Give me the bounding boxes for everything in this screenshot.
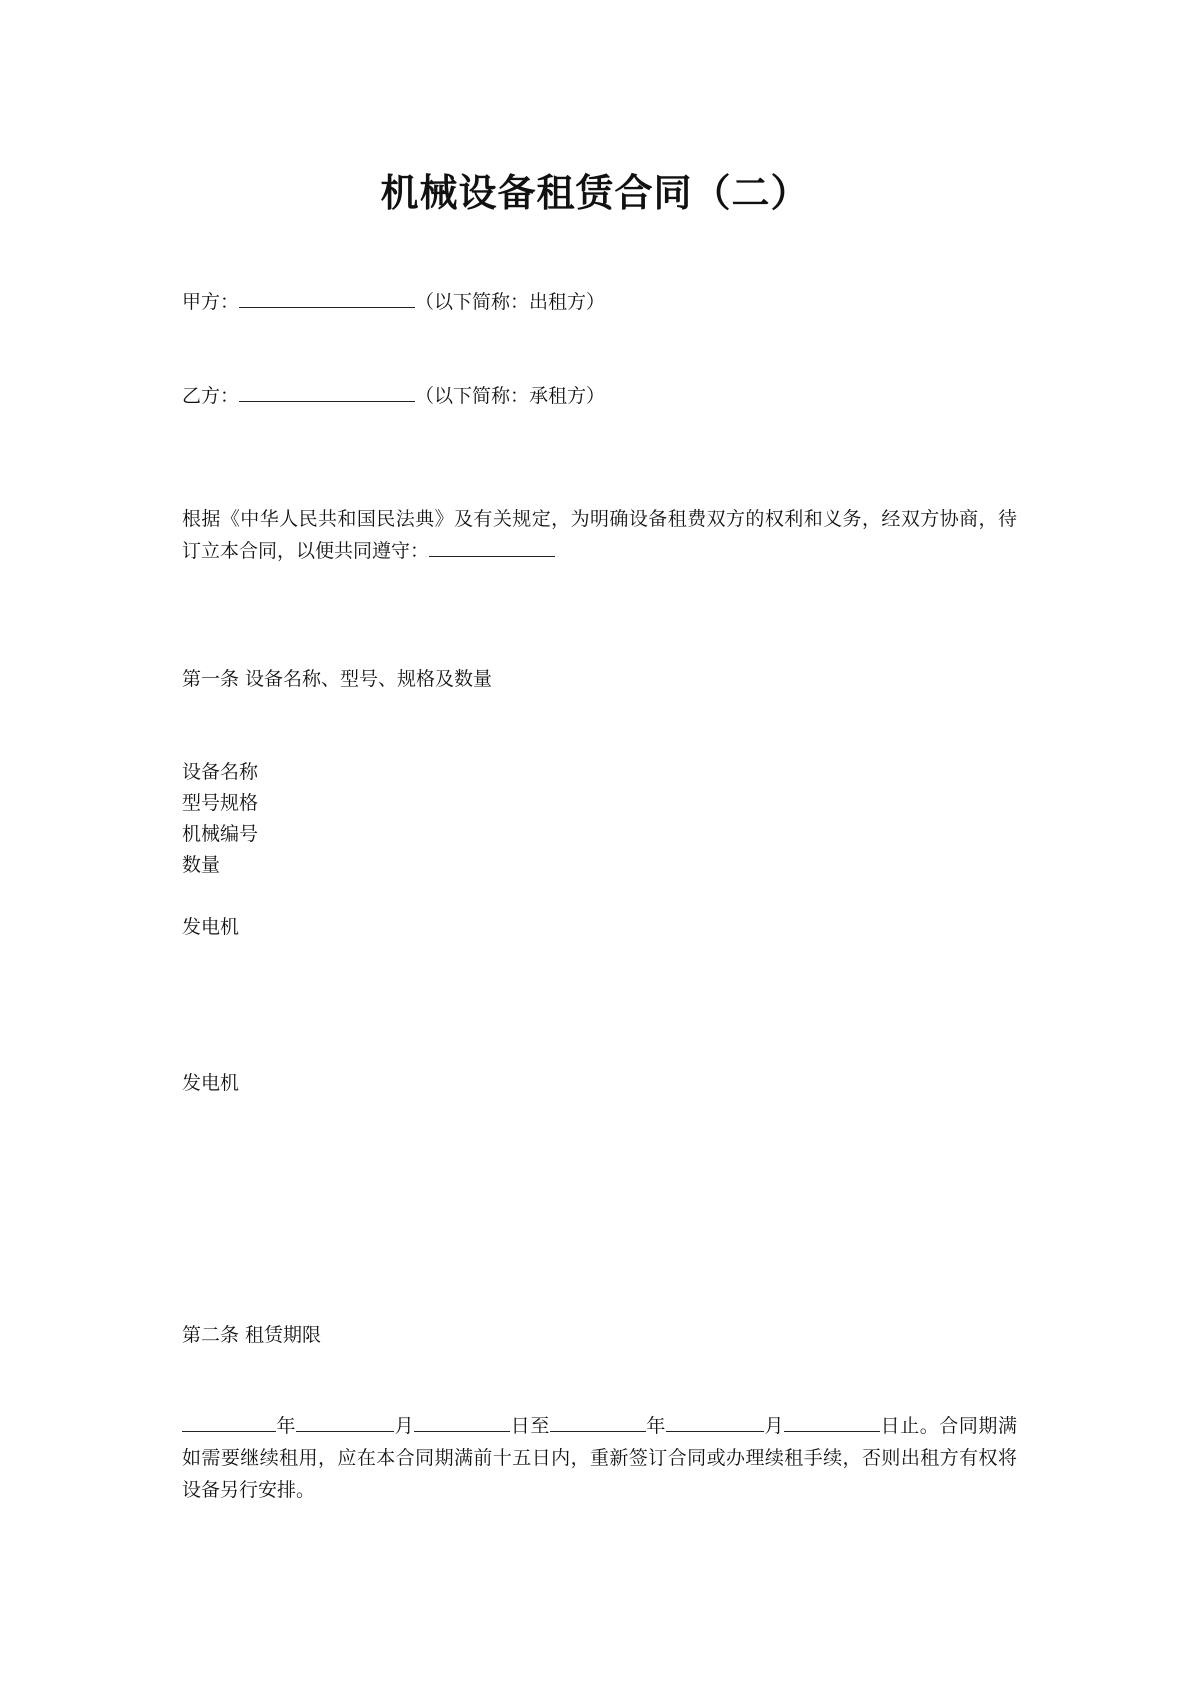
month-label: 月	[763, 1415, 785, 1437]
party-b-blank[interactable]	[239, 383, 415, 402]
preamble-paragraph	[182, 503, 1017, 567]
field-quantity: 数量	[182, 854, 221, 876]
equipment-row-2: 发电机	[182, 1072, 240, 1094]
party-b-note: （以下简称：承租方）	[415, 385, 606, 407]
end-year-blank[interactable]	[550, 1413, 646, 1432]
document-title: 机械设备租赁合同（二）	[380, 170, 810, 215]
year-label: 年	[276, 1415, 297, 1437]
party-a-note: （以下简称：出租方）	[415, 291, 606, 313]
article1-heading: 第一条 设备名称、型号、规格及数量	[182, 668, 493, 690]
month-label: 月	[394, 1415, 415, 1437]
party-a-label: 甲方：	[182, 291, 240, 313]
article2-paragraph	[182, 1410, 1017, 1506]
field-equipment-name: 设备名称	[182, 761, 259, 783]
article2-heading: 第二条 租赁期限	[182, 1324, 322, 1346]
party-b-label: 乙方：	[182, 385, 240, 407]
start-year-blank[interactable]	[182, 1413, 276, 1432]
start-month-blank[interactable]	[296, 1413, 394, 1432]
start-day-blank[interactable]	[414, 1413, 510, 1432]
preamble-text: 根据《中华人民共和国民法典》及有关规定，为明确设备租费双方的权利和义务，经双方协商，待订立本合同，以便共同遵守：	[182, 508, 1017, 562]
field-model-spec: 型号规格	[182, 792, 259, 814]
field-machine-number: 机械编号	[182, 823, 259, 845]
day-to-label: 日至	[510, 1415, 550, 1437]
end-day-blank[interactable]	[784, 1413, 880, 1432]
year-label: 年	[645, 1415, 666, 1437]
party-a-line	[182, 287, 605, 314]
article2-text: 满如需要继续租用，应在本合同期满前十五日内，重新签订合同或办理续租手续，否则出租方有权将设备另行安排。	[182, 1415, 1017, 1501]
end-month-blank[interactable]	[666, 1413, 764, 1432]
preamble-blank[interactable]	[429, 538, 555, 557]
party-a-blank[interactable]	[239, 289, 415, 308]
party-b-line	[182, 381, 605, 408]
day-end-label: 日止。合同期	[880, 1415, 998, 1437]
equipment-row-1: 发电机	[182, 916, 240, 938]
